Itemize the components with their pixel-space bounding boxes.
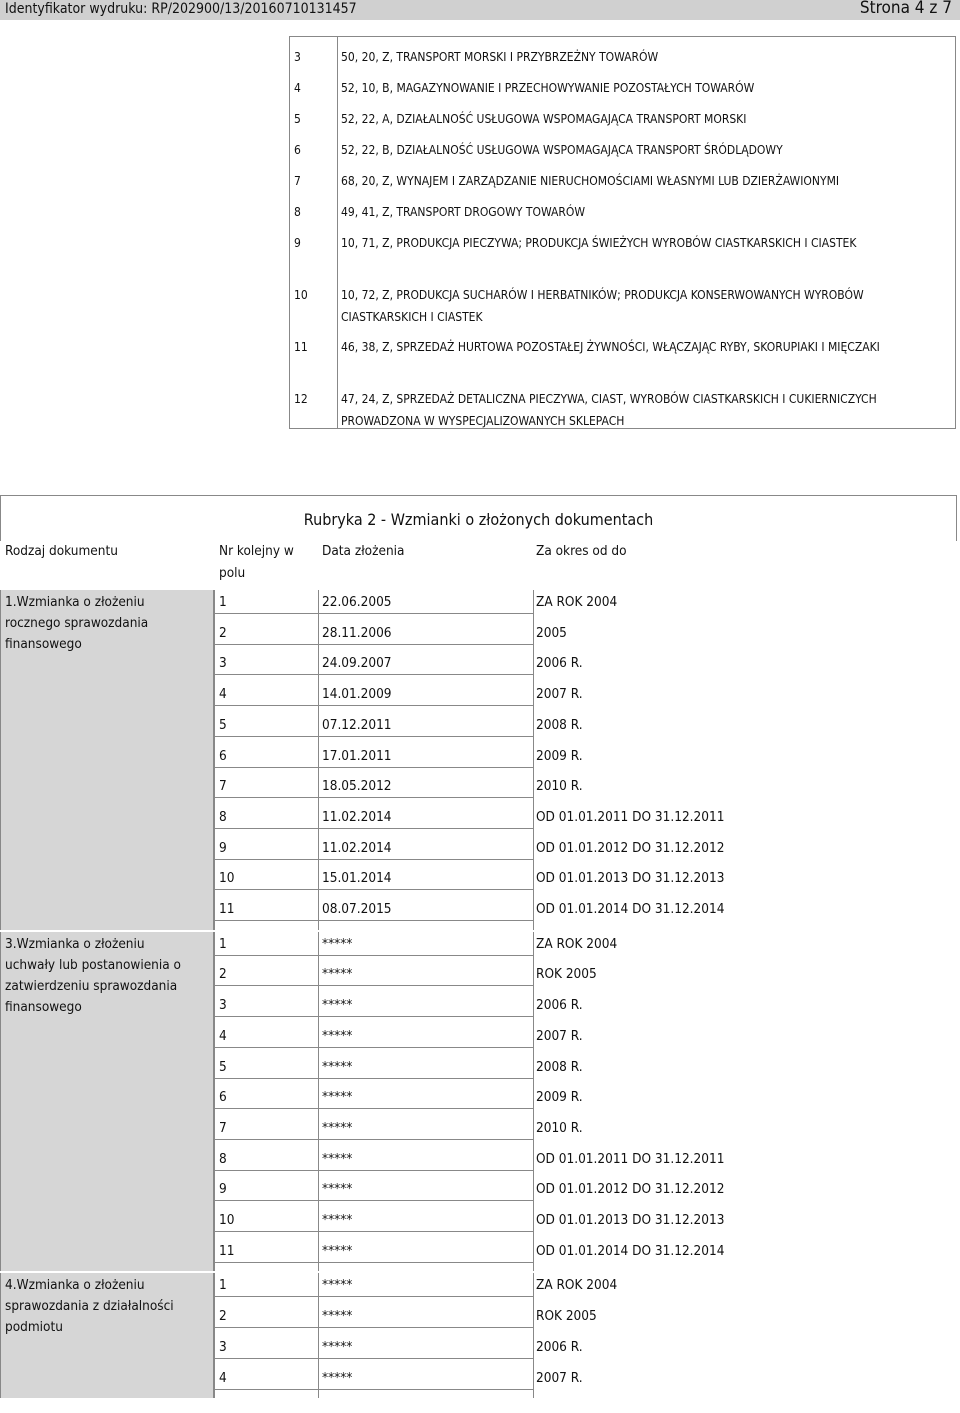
filing-date: ***** <box>322 1338 353 1355</box>
filing-period: OD 01.01.2012 DO 31.12.2012 <box>536 839 725 856</box>
filing-row <box>214 746 583 777</box>
filing-row <box>214 1368 583 1399</box>
filing-nr: 11 <box>219 901 235 917</box>
row-divider <box>214 644 534 645</box>
row-divider <box>214 613 534 614</box>
row-divider <box>214 859 534 860</box>
filing-row <box>214 1241 725 1272</box>
row-divider <box>214 1200 534 1201</box>
pkd-row-number: 7 <box>294 174 301 188</box>
row-divider <box>214 889 534 890</box>
pkd-row-text: 52, 22, B, DZIAŁALNOŚĆ USŁUGOWA WSPOMAGAJĄCA TRANSPORT ŚRÓDLĄDOWY <box>341 143 783 157</box>
row-divider <box>214 767 534 768</box>
filing-period: 2008 R. <box>536 1058 583 1075</box>
filing-date: ***** <box>322 1058 353 1075</box>
filing-date: ***** <box>322 1212 353 1228</box>
page-number: Strona 4 z 7 <box>859 0 952 18</box>
filing-period: ROK 2005 <box>536 1308 597 1325</box>
filing-row <box>214 1179 725 1210</box>
filing-nr: 2 <box>219 624 227 641</box>
filing-date: 15.01.2014 <box>322 870 392 887</box>
pkd-row-text: 52, 10, B, MAGAZYNOWANIE I PRZECHOWYWANIE POZOSTAŁYCH TOWARÓW <box>341 81 755 95</box>
filing-row <box>214 807 725 838</box>
pkd-row-number: 6 <box>294 143 301 157</box>
filing-date: ***** <box>322 1089 353 1106</box>
filing-date: 18.05.2012 <box>322 778 392 795</box>
filing-nr: 4 <box>219 1369 227 1386</box>
column-divider <box>214 590 215 930</box>
filing-period: ZA ROK 2004 <box>536 1277 618 1294</box>
filing-row <box>214 964 597 995</box>
filing-nr: 7 <box>219 1119 227 1136</box>
row-divider <box>214 1327 534 1328</box>
row-divider <box>214 828 534 829</box>
filing-period: ROK 2005 <box>536 966 597 983</box>
filing-period: OD 01.01.2011 DO 31.12.2011 <box>536 808 725 825</box>
filing-nr: 1 <box>219 594 227 610</box>
header-period: Za okres od do <box>536 543 627 559</box>
rubryka-2-section <box>0 495 960 1413</box>
row-divider <box>214 674 534 675</box>
filing-date: 11.02.2014 <box>322 808 392 825</box>
filing-period: 2010 R. <box>536 778 583 795</box>
pkd-row-text: 68, 20, Z, WYNAJEM I ZARZĄDZANIE NIERUCHOMOŚCIAMI WŁASNYMI LUB DZIERŻAWIONYMI <box>341 174 840 188</box>
filing-date: ***** <box>322 935 353 952</box>
filing-period: ZA ROK 2004 <box>536 594 618 610</box>
row-divider <box>214 1108 534 1109</box>
filing-row <box>214 1149 725 1180</box>
filing-date: 07.12.2011 <box>322 716 392 733</box>
filing-row <box>214 592 618 623</box>
print-identifier: Identyfikator wydruku: RP/202900/13/20160710131457 <box>5 1 357 17</box>
pkd-row-text: 10, 71, Z, PRODUKCJA PIECZYWA; PRODUKCJA ŚWIEŻYCH WYROBÓW CIASTKARSKICH I CIASTEK <box>341 236 857 250</box>
row-divider <box>214 1296 534 1297</box>
filing-period: 2005 <box>536 624 567 641</box>
print-header <box>0 0 960 20</box>
row-divider <box>214 955 534 956</box>
filing-row <box>214 1210 725 1241</box>
row-divider <box>214 1016 534 1017</box>
filing-date: ***** <box>322 966 353 983</box>
filing-date: 08.07.2015 <box>322 901 392 917</box>
filing-nr: 11 <box>219 1242 235 1259</box>
filing-period: OD 01.01.2014 DO 31.12.2014 <box>536 901 725 917</box>
filing-nr: 7 <box>219 778 227 795</box>
filing-period: OD 01.01.2011 DO 31.12.2011 <box>536 1150 725 1167</box>
filing-row <box>214 684 583 715</box>
filing-row <box>214 715 583 746</box>
filing-row <box>214 1337 583 1368</box>
pkd-row-number: 12 <box>294 392 308 406</box>
row-divider <box>214 1170 534 1171</box>
filing-nr: 4 <box>219 1027 227 1044</box>
filing-nr: 8 <box>219 1150 227 1167</box>
filing-nr: 6 <box>219 1089 227 1106</box>
filing-row <box>214 623 567 654</box>
filing-period: 2010 R. <box>536 1119 583 1136</box>
filing-nr: 1 <box>219 1277 227 1294</box>
filing-date: 24.09.2007 <box>322 655 392 672</box>
filing-nr: 2 <box>219 1308 227 1325</box>
filing-nr: 2 <box>219 966 227 983</box>
pkd-row-text: 52, 22, A, DZIAŁALNOŚĆ USŁUGOWA WSPOMAGAJĄCA TRANSPORT MORSKI <box>341 112 747 126</box>
filing-row <box>214 995 583 1026</box>
pkd-table <box>289 36 956 429</box>
filing-date: 11.02.2014 <box>322 839 392 856</box>
filing-date: 17.01.2011 <box>322 747 392 764</box>
row-divider <box>214 1078 534 1079</box>
pkd-row-number: 4 <box>294 81 301 95</box>
filing-date: 28.11.2006 <box>322 624 392 641</box>
row-divider <box>214 1389 534 1390</box>
column-divider <box>214 1273 215 1398</box>
filing-date: ***** <box>322 1181 353 1198</box>
filing-row <box>214 1087 583 1118</box>
row-divider <box>214 1262 534 1263</box>
filing-nr: 5 <box>219 716 227 733</box>
filing-date: ***** <box>322 1277 353 1294</box>
pkd-row-number: 5 <box>294 112 301 126</box>
doc-type-label: 1.Wzmianka o złożeniu rocznego sprawozdania finansowego <box>5 594 149 652</box>
filing-period: ZA ROK 2004 <box>536 935 618 952</box>
filing-row <box>214 1306 597 1337</box>
row-divider <box>214 1047 534 1048</box>
filing-date: ***** <box>322 1119 353 1136</box>
row-divider <box>214 1231 534 1232</box>
filing-date: ***** <box>322 1242 353 1259</box>
filing-row <box>214 899 725 930</box>
filing-nr: 10 <box>219 870 235 887</box>
pkd-row-text: 49, 41, Z, TRANSPORT DROGOWY TOWARÓW <box>341 205 586 219</box>
filing-nr: 3 <box>219 655 227 672</box>
column-divider <box>318 590 319 930</box>
header-date: Data złożenia <box>322 543 405 559</box>
filing-period: 2006 R. <box>536 1338 583 1355</box>
column-divider <box>533 932 534 1272</box>
doc-type-label: 4.Wzmianka o złożeniu sprawozdania z działalności podmiotu <box>5 1277 174 1336</box>
column-divider <box>318 1273 319 1398</box>
doc-type-label: 3.Wzmianka o złożeniu uchwały lub postanowienia o zatwierdzeniu sprawozdania finansowego <box>5 935 181 1015</box>
pkd-row-text: 10, 72, Z, PRODUKCJA SUCHARÓW I HERBATNIKÓW; PRODUKCJA KONSERWOWANYCH WYROBÓW CIASTKARSKICH I CIASTEK <box>341 288 864 324</box>
row-divider <box>214 985 534 986</box>
filing-period: 2006 R. <box>536 997 583 1014</box>
filing-row <box>214 934 618 965</box>
row-divider <box>214 736 534 737</box>
pkd-row-text: 46, 38, Z, SPRZEDAŻ HURTOWA POZOSTAŁEJ ŻYWNOŚCI, WŁĄCZAJĄC RYBY, SKORUPIAKI I MIĘCZAKI <box>341 340 880 354</box>
filing-nr: 3 <box>219 997 227 1014</box>
filing-period: OD 01.01.2012 DO 31.12.2012 <box>536 1181 725 1198</box>
filing-row <box>214 1275 618 1306</box>
filing-nr: 1 <box>219 935 227 952</box>
pkd-row-number: 9 <box>294 236 301 250</box>
filing-row <box>214 1026 583 1057</box>
filing-row <box>214 653 583 684</box>
filing-date: ***** <box>322 997 353 1014</box>
pkd-row-number: 10 <box>294 288 308 302</box>
column-divider <box>533 590 534 930</box>
row-divider <box>214 1358 534 1359</box>
pkd-row-number: 8 <box>294 205 301 219</box>
filing-period: 2007 R. <box>536 686 583 703</box>
row-divider <box>214 1139 534 1140</box>
filing-date: ***** <box>322 1027 353 1044</box>
filing-nr: 3 <box>219 1338 227 1355</box>
filing-nr: 5 <box>219 1058 227 1075</box>
column-divider <box>214 932 215 1272</box>
filing-period: OD 01.01.2014 DO 31.12.2014 <box>536 1242 725 1259</box>
filing-period: 2007 R. <box>536 1027 583 1044</box>
row-divider <box>214 920 534 921</box>
filing-nr: 9 <box>219 839 227 856</box>
header-doc-type: Rodzaj dokumentu <box>5 543 118 559</box>
filing-date: 14.01.2009 <box>322 686 392 703</box>
column-divider <box>318 932 319 1272</box>
column-divider <box>533 1273 534 1398</box>
filing-row <box>214 1057 583 1088</box>
filing-period: 2007 R. <box>536 1369 583 1386</box>
filing-row <box>214 776 583 807</box>
filing-period: OD 01.01.2013 DO 31.12.2013 <box>536 1212 725 1228</box>
filing-period: 2006 R. <box>536 655 583 672</box>
filing-period: 2008 R. <box>536 716 583 733</box>
filing-nr: 9 <box>219 1181 227 1198</box>
filing-row <box>214 838 725 869</box>
filing-date: ***** <box>322 1308 353 1325</box>
filing-period: OD 01.01.2013 DO 31.12.2013 <box>536 870 725 887</box>
filing-period: 2009 R. <box>536 747 583 764</box>
header-nr: Nr kolejny w polu <box>219 543 294 581</box>
filing-row <box>214 868 725 899</box>
filing-date: ***** <box>322 1150 353 1167</box>
filing-nr: 4 <box>219 686 227 703</box>
pkd-column-divider <box>337 36 338 429</box>
pkd-row-text: 50, 20, Z, TRANSPORT MORSKI I PRZYBRZEŻNY TOWARÓW <box>341 50 659 64</box>
pkd-row-number: 11 <box>294 340 308 354</box>
filing-date: ***** <box>322 1369 353 1386</box>
row-divider <box>214 797 534 798</box>
pkd-row-text: 47, 24, Z, SPRZEDAŻ DETALICZNA PIECZYWA, CIAST, WYROBÓW CIASTKARSKICH I CUKIERNICZYCH PROWADZONA W WYSPECJALIZOWANYCH SKLEPACH <box>341 392 877 428</box>
pkd-row-number: 3 <box>294 50 301 64</box>
filing-period: 2009 R. <box>536 1089 583 1106</box>
filing-row <box>214 1118 583 1149</box>
rubryka-2-title: Rubryka 2 - Wzmianki o złożonych dokumentach <box>303 510 654 529</box>
filing-nr: 8 <box>219 808 227 825</box>
row-divider <box>214 705 534 706</box>
filing-nr: 10 <box>219 1212 235 1228</box>
filing-date: 22.06.2005 <box>322 594 392 610</box>
filing-nr: 6 <box>219 747 227 764</box>
